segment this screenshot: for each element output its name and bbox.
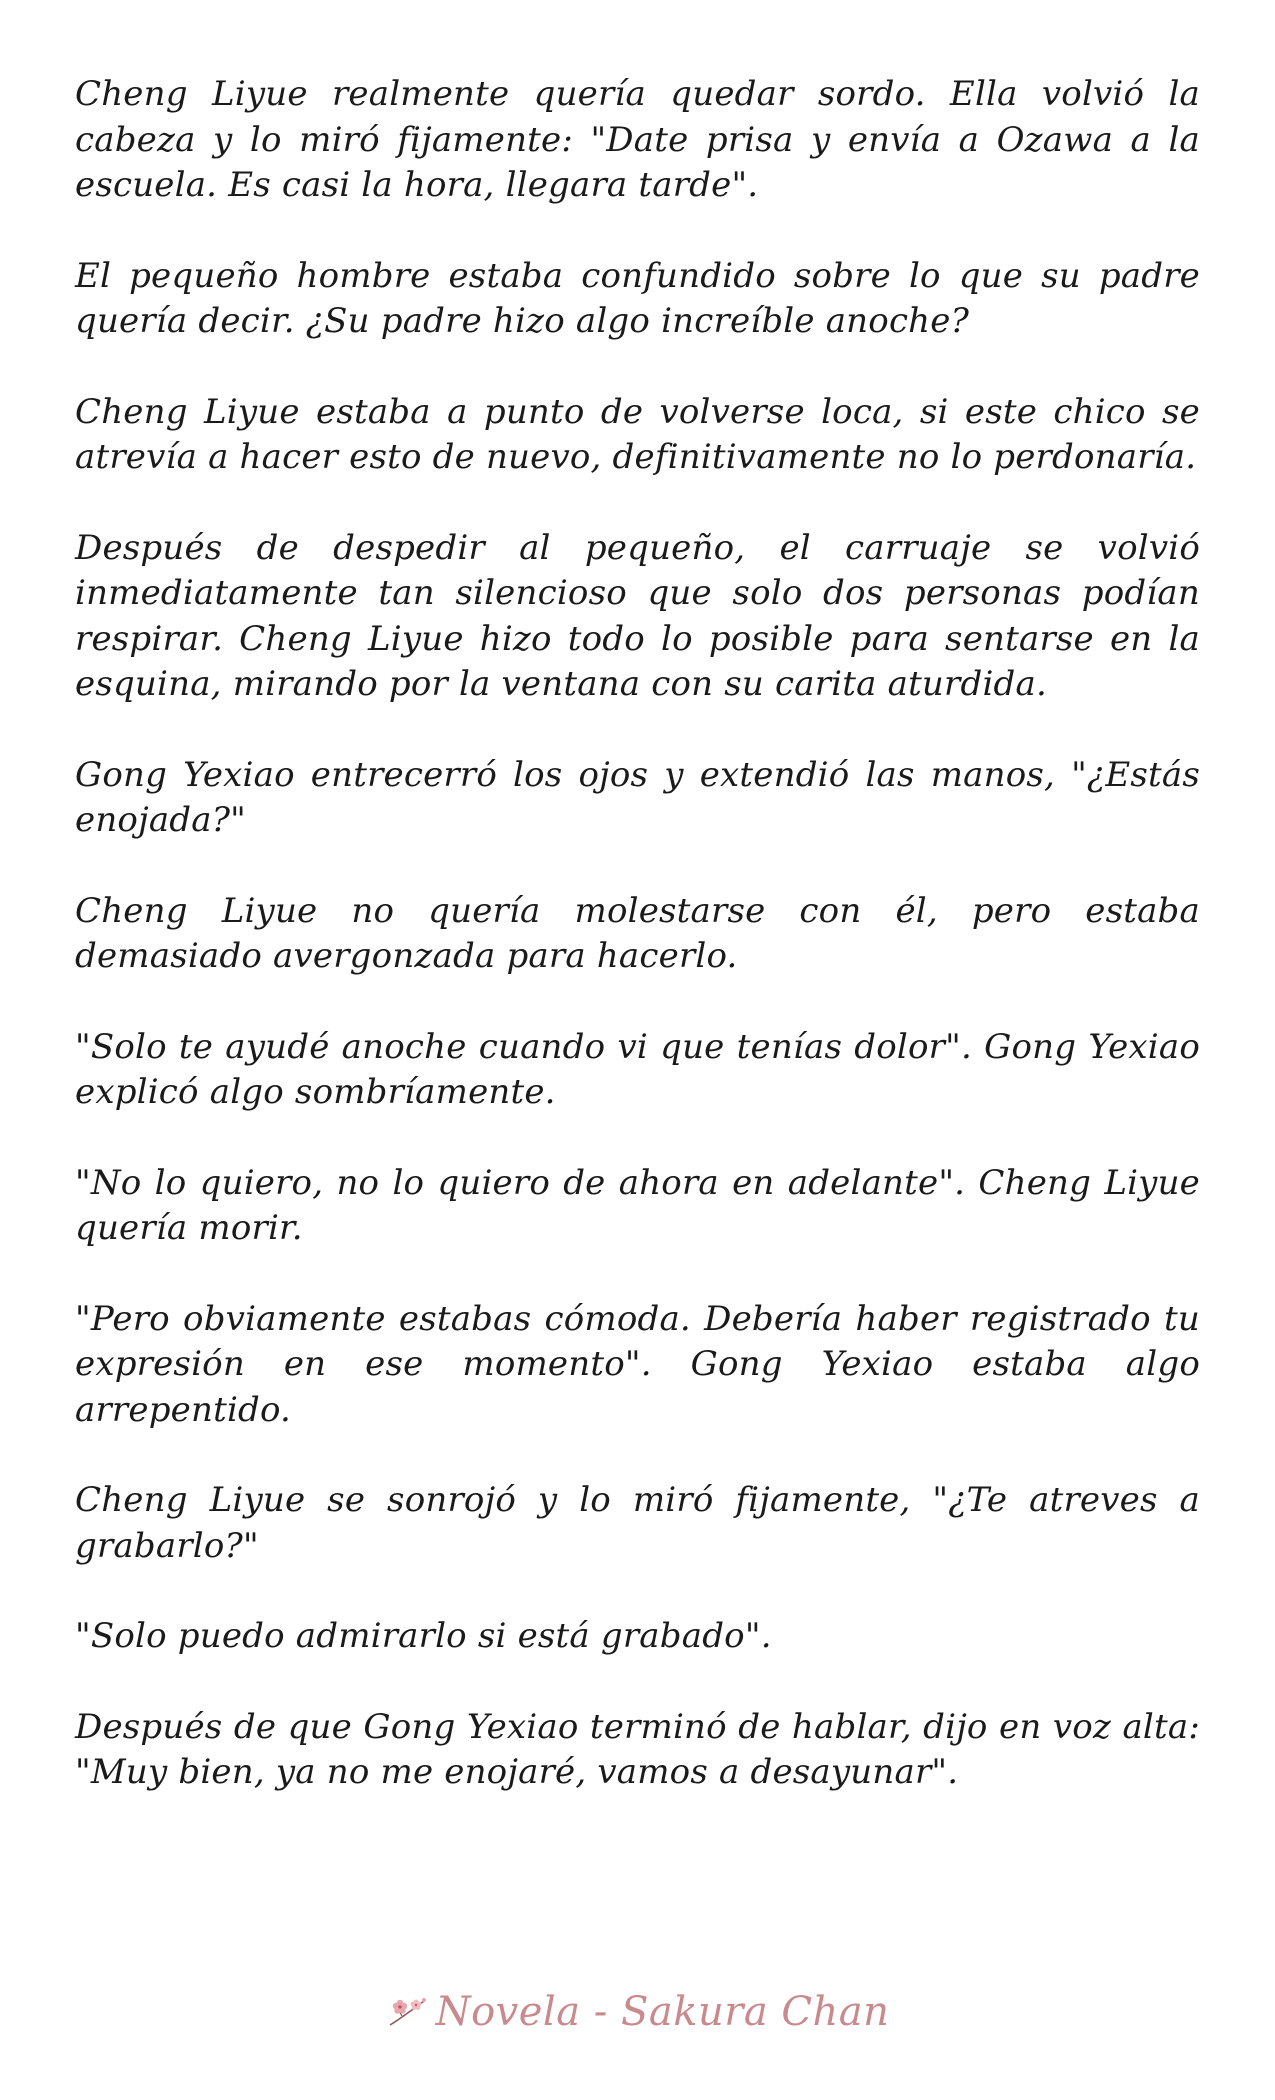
paragraph: Cheng Liyue no quería molestarse con él, pero estaba demasiado avergonzada para hacerlo.: [75, 890, 1200, 976]
paragraph: "Solo puedo admirarlo si está grabado".: [75, 1616, 772, 1656]
story-text: [75, 72, 1200, 1841]
paragraph: Después de despedir al pequeño, el carruaje se volvió inmediatamente tan silencioso que solo dos personas podían respirar. Cheng Liyue hizo todo lo posible para sentarse en la esquina, mirando por la ventana con su carita aturdida.: [75, 527, 1200, 704]
paragraph: Cheng Liyue se sonrojó y lo miró fijamente, "¿Te atreves a grabarlo?": [75, 1480, 1200, 1566]
watermark-text: Novela - Sakura Chan: [435, 1989, 890, 2035]
paragraph: Después de que Gong Yexiao terminó de hablar, dijo en voz alta: "Muy bien, ya no me enojaré, vamos a desayunar".: [75, 1706, 1200, 1792]
watermark: [386, 1989, 890, 2035]
paragraph: Cheng Liyue estaba a punto de volverse loca, si este chico se atrevía a hacer esto de nuevo, definitivamente no lo perdonaría.: [75, 391, 1200, 477]
paragraph: "No lo quiero, no lo quiero de ahora en adelante". Cheng Liyue quería morir.: [75, 1162, 1200, 1248]
paragraph: Cheng Liyue realmente quería quedar sordo. Ella volvió la cabeza y lo miró fijamente: "Date prisa y envía a Ozawa a la escuela. Es casi la hora, llegara tarde".: [75, 74, 1200, 205]
sakura-blossom-icon: [386, 1995, 430, 2029]
paragraph: "Pero obviamente estabas cómoda. Debería haber registrado tu expresión en ese momento". Gong Yexiao estaba algo arrepentido.: [75, 1298, 1200, 1430]
watermark-footer: [0, 1982, 1275, 2042]
paragraph: "Solo te ayudé anoche cuando vi que tenías dolor". Gong Yexiao explicó algo sombríamente.: [75, 1026, 1200, 1112]
paragraph: El pequeño hombre estaba confundido sobre lo que su padre quería decir. ¿Su padre hizo algo increíble anoche?: [75, 255, 1200, 341]
paragraph: Gong Yexiao entrecerró los ojos y extendió las manos, "¿Estás enojada?": [75, 754, 1200, 840]
